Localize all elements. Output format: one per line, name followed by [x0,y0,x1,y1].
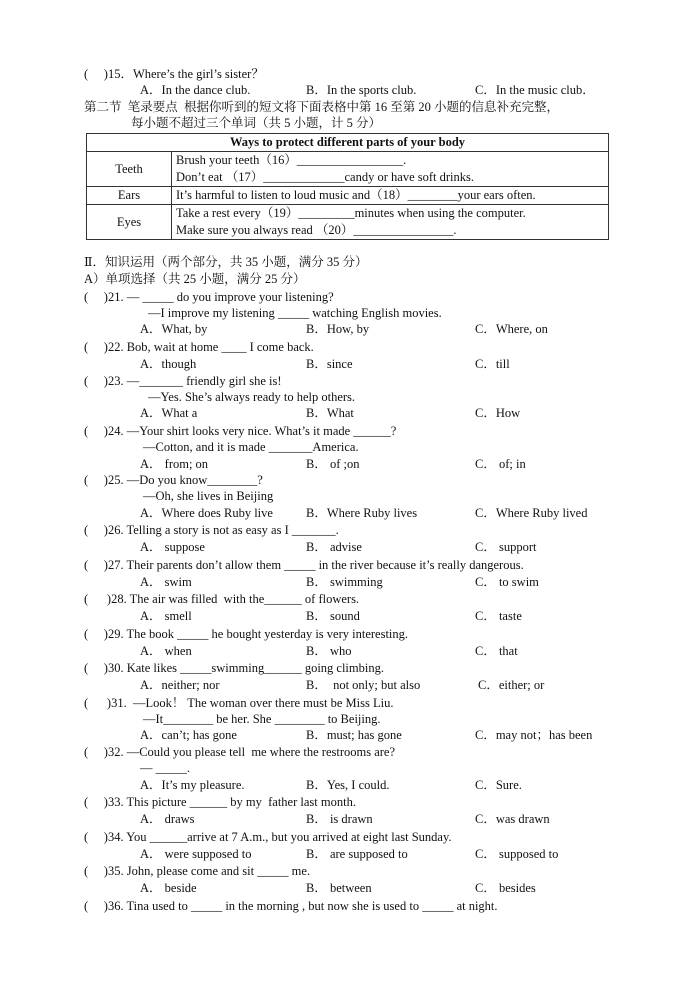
question-line: A． suppose [140,540,205,554]
question-line: B． sound [306,609,360,623]
question-line: B．In the sports club. [306,83,417,97]
question-line: A． draws [140,812,195,826]
question-line: B． not only; but also [306,678,421,692]
question-line: A．It’s my pleasure. [140,778,245,792]
question-line: C． to swim [475,575,539,589]
category-eyes: Eyes [87,205,172,240]
question-line: B． who [306,644,352,658]
question-line: C． taste [475,609,522,623]
blank-18-line: It’s harmful to listen to loud music and（18）________your ears often. [176,188,536,202]
question-line: ( )29. The book _____ he bought yesterday is very interesting. [84,627,409,641]
question-line: B． between [306,881,372,895]
question-line: A． from; on [140,457,209,471]
question-line: ( )30. Kate likes _____swimming______ going climbing. [84,661,384,675]
section-two-instructions: 每小题不超过三个单词（共 5 小题，计 5 分） [131,116,382,130]
question-line: ( )33. This picture ______ by my father last month. [84,795,356,809]
question-line: ( )21. — _____ do you improve your listening? [84,290,334,304]
question-line: C．till [475,357,510,371]
question-line: B． of ;on [306,457,360,471]
ways-table [86,133,609,240]
question-line: C．In the music club． [475,83,595,97]
question-line: ( )25. —Do you know________? [84,473,263,487]
question-line: B．must; has gone [306,728,402,742]
table-title: Ways to protect different parts of your body [87,134,609,152]
question-line: A． swim [140,575,192,589]
question-line: A．Where does Ruby live [140,506,273,520]
question-line: C．How [475,406,521,420]
question-line: C．Where Ruby lived [475,506,588,520]
question-line: B．What [306,406,354,420]
question-line: A． beside [140,881,197,895]
question-line: ( )22. Bob, wait at home ____ I come back. [84,340,314,354]
question-line: A． smell [140,609,192,623]
question-line: C．either; or [478,678,545,692]
question-line: ( )26. Telling a story is not as easy as I _______. [84,523,339,537]
question-line: A．though [140,357,197,371]
question-line: C． that [475,644,518,658]
question-line: C．was drawn [475,812,550,826]
question-line: — _____. [140,761,190,775]
table-row-ears [87,187,609,205]
question-line: C． support [475,540,537,554]
question-line: ( )32. —Could you please tell me where the restrooms are? [84,745,396,759]
question-line: —Yes. She’s always ready to help others. [148,390,356,404]
question-line: B． are supposed to [306,847,408,861]
question-line: A．In the dance club. [140,83,251,97]
question-line: C． of; in [475,457,526,471]
question-line: ( )27. Their parents don’t allow them _____ in the river because it’s really dangerous. [84,558,524,572]
question-line: B．How, by [306,322,370,336]
question-line: B． is drawn [306,812,373,826]
category-teeth: Teeth [87,152,172,187]
question-line: ( )34. You ______arrive at 7 A.m., but you arrived at eight last Sunday. [84,830,452,844]
question-line: ( )24. —Your shirt looks very nice. What’s it made ______? [84,424,397,438]
table-row-teeth [87,152,609,187]
question-line: A．can’t; has gone [140,728,237,742]
question-line: ( )36. Tina used to _____ in the morning , but now she is used to _____ at night. [84,899,498,913]
question-line: —Oh, she lives in Beijing [143,489,274,503]
blank-17-line: Don’t eat （17）_____________candy or have soft drinks. [176,170,474,184]
question-line: C． supposed to [475,847,559,861]
part-two-title: Ⅱ．知识运用（两个部分，共 35 小题，满分 35 分） [84,255,368,269]
question-line: ( )15．Where’s the girl’s sister？ [84,67,264,81]
category-ears: Ears [87,187,172,205]
part-two-subtitle: A）单项选择（共 25 小题，满分 25 分） [84,272,306,286]
question-line: ( )28. The air was filled with the______ of flowers. [84,592,360,606]
table-row-eyes [87,205,609,240]
question-line: A． when [140,644,192,658]
question-line: ( )31. —Look！ The woman over there must be Miss Liu. [84,696,394,710]
question-line: —Cotton, and it is made _______America. [143,440,359,454]
question-line: B．Where Ruby lives [306,506,418,520]
question-line: C． besides [475,881,536,895]
question-line: C．may not；has been [475,728,593,742]
question-line: A．What a [140,406,198,420]
question-line: B．since [306,357,353,371]
blank-19-line: Take a rest every（19）_________minutes when using the computer. [176,206,526,220]
question-line: —It________ be her. She ________ to Beijing. [143,712,381,726]
question-line: ( )35. John, please come and sit _____ me. [84,864,310,878]
question-line: —I improve my listening _____ watching English movies. [148,306,442,320]
question-line: A． were supposed to [140,847,252,861]
question-line: A．neither; nor [140,678,220,692]
question-line: B． advise [306,540,362,554]
blank-16-line: Brush your teeth（16）_________________. [176,153,407,167]
question-line: ( )23. —_______ friendly girl she is! [84,374,282,388]
question-line: A．What, by [140,322,208,336]
blank-20-line: Make sure you always read （20）________________. [176,223,457,237]
question-line: B． swimming [306,575,383,589]
question-line: C．Where, on [475,322,548,336]
question-line: C．Sure. [475,778,522,792]
question-line: B．Yes, I could. [306,778,390,792]
section-two-heading: 第二节 笔录要点 根据你听到的短文将下面表格中第 16 至第 20 小题的信息补充完整， [84,100,560,114]
